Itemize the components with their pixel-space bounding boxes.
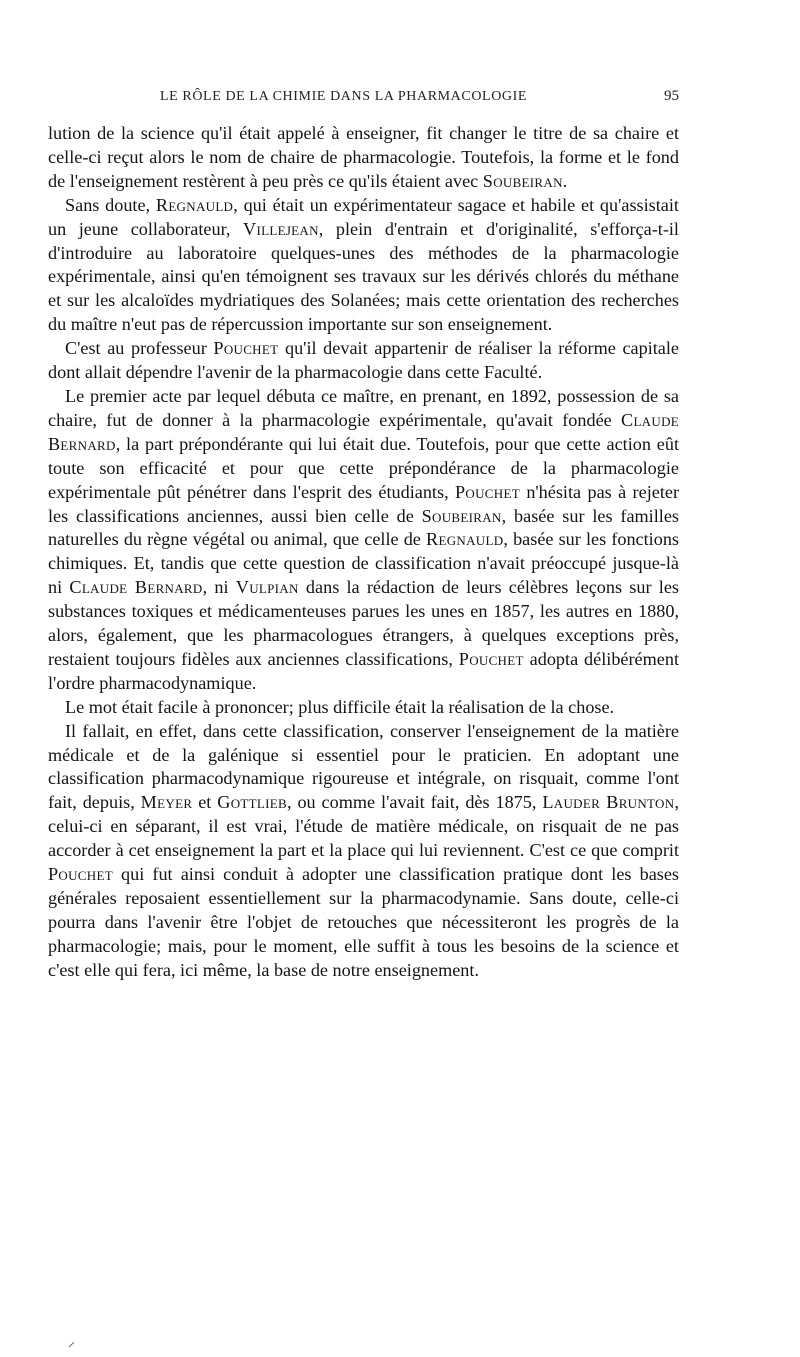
text-run: lution de la science qu'il était appelé à enseigner, fit changer le titre de sa chaire et celle-ci reçut alors le nom de chaire de pharmacologie. Toutefois, la forme et le fond de l'enseignement restèrent à peu près ce qu'ils étaient avec <box>48 123 679 191</box>
text-run: , qui était un expérimentateur sagace et habile et qu'assistait un jeune collaborateur, <box>48 194 679 239</box>
author-name: Vulpian <box>235 577 299 598</box>
paragraph <box>48 194 679 337</box>
author-name: Lauder Brunton <box>542 792 675 813</box>
page-number: 95 <box>664 88 679 104</box>
text-run: n'hésita pas à rejeter les classifications anciennes, aussi bien celle de <box>48 481 679 526</box>
text-run: Sans doute, <box>65 194 156 215</box>
text-run: , ou comme l'avait fait, dès 1875, <box>286 792 543 813</box>
paragraph <box>48 122 679 194</box>
author-name: Regnauld <box>426 529 504 550</box>
author-name: Soubeiran <box>421 505 502 526</box>
author-name: Soubeiran <box>482 170 563 191</box>
text-run: , plein d'entrain et d'originalité, s'efforça-t-il d'introduire au laboratoire quelques-unes des méthodes de la pharmacologie expérimentale, ainsi qu'en témoignent ses travaux sur les dérivés chlorés du méthane et sur les alcaloïdes mydriatiques des Solanées; mais cette orientation des recherches du maître n'eut pas de répercussion importante sur son enseignement. <box>48 218 679 335</box>
text-run: , celui-ci en séparant, il est vrai, l'étude de matière médicale, on risquait de ne pas accorder à cet enseignement la part et la place qui lui reviennent. C'est ce que comprit <box>48 792 679 861</box>
body-text <box>48 122 679 983</box>
text-run: dans la rédaction de leurs célèbres leçons sur les substances toxiques et médicamenteuses parues les unes en 1857, les autres en 1880, alors, également, que les pharmacologues étrangers, à quelques exceptions près, restaient toujours fidèles aux anciennes classifications, <box>48 577 679 669</box>
author-name: Regnauld <box>155 194 234 215</box>
text-run: Le premier acte par lequel débuta ce maître, en prenant, en 1892, possession de sa chaire, fut de donner à la pharmacologie expérimentale, qu'avait fondée <box>48 385 679 430</box>
text-run: , basée sur les fonctions chimiques. Et, tandis que cette question de classification n'avait préoccupé jusque-là ni <box>48 529 680 598</box>
text-run: adopta délibérément l'ordre pharmacodynamique. <box>48 648 679 693</box>
text-run: . <box>562 170 568 191</box>
text-run: , ni <box>202 577 236 598</box>
paragraph <box>48 337 679 385</box>
author-name: Pouchet <box>458 648 524 669</box>
author-name: Gottlieb <box>217 792 287 813</box>
text-run: qu'il devait appartenir de réaliser la réforme capitale dont allait dépendre l'avenir de la pharmacologie dans cette Faculté. <box>48 338 680 383</box>
text-run: Le mot était facile à prononcer; plus difficile était la réalisation de la chose. <box>65 696 615 717</box>
paragraph <box>48 385 679 696</box>
text-run: , la part prépondérante qui lui était due. Toutefois, pour que cette action eût toute son efficacité et pour que cette prépondérance de la pharmacologie expérimentale pût pénétrer dans l'esprit des étudiants, <box>48 433 679 502</box>
author-name: Pouchet <box>48 864 113 885</box>
text-run: , basée sur les familles naturelles du règne végétal ou animal, que celle de <box>48 505 679 550</box>
running-title: LE RÔLE DE LA CHIMIE DANS LA PHARMACOLOGIE <box>160 89 528 104</box>
author-name: Pouchet <box>213 338 279 359</box>
text-run: C'est au professeur <box>65 338 214 359</box>
author-name: Claude Bernard <box>48 409 679 454</box>
author-name: Claude Bernard <box>69 577 203 598</box>
author-name: Meyer <box>140 792 193 813</box>
author-name: Pouchet <box>455 481 520 502</box>
margin-mark: ⸍ <box>68 1341 75 1356</box>
text-run: et <box>192 792 218 813</box>
text-run: Il fallait, en effet, dans cette classification, conserver l'enseignement de la matière médicale et de la galénique si essentiel pour le praticien. En adoptant une classification pharmacodynamique rigoureuse et intégrale, on risquait, comme l'ont fait, depuis, <box>48 720 679 813</box>
paragraph <box>48 696 679 720</box>
paragraph <box>48 720 679 983</box>
text-run: qui fut ainsi conduit à adopter une classification pratique dont les bases générales reposaient essentiellement sur la pharmacodynamie. Sans doute, celle-ci pourra dans l'avenir être l'objet de retouches que nécessiteront les progrès de la pharmacologie; mais, pour le moment, elle suffit à tous les besoins de la science et c'est elle qui fera, ici même, la base de notre enseignement. <box>48 864 679 980</box>
author-name: Villejean <box>243 218 319 239</box>
